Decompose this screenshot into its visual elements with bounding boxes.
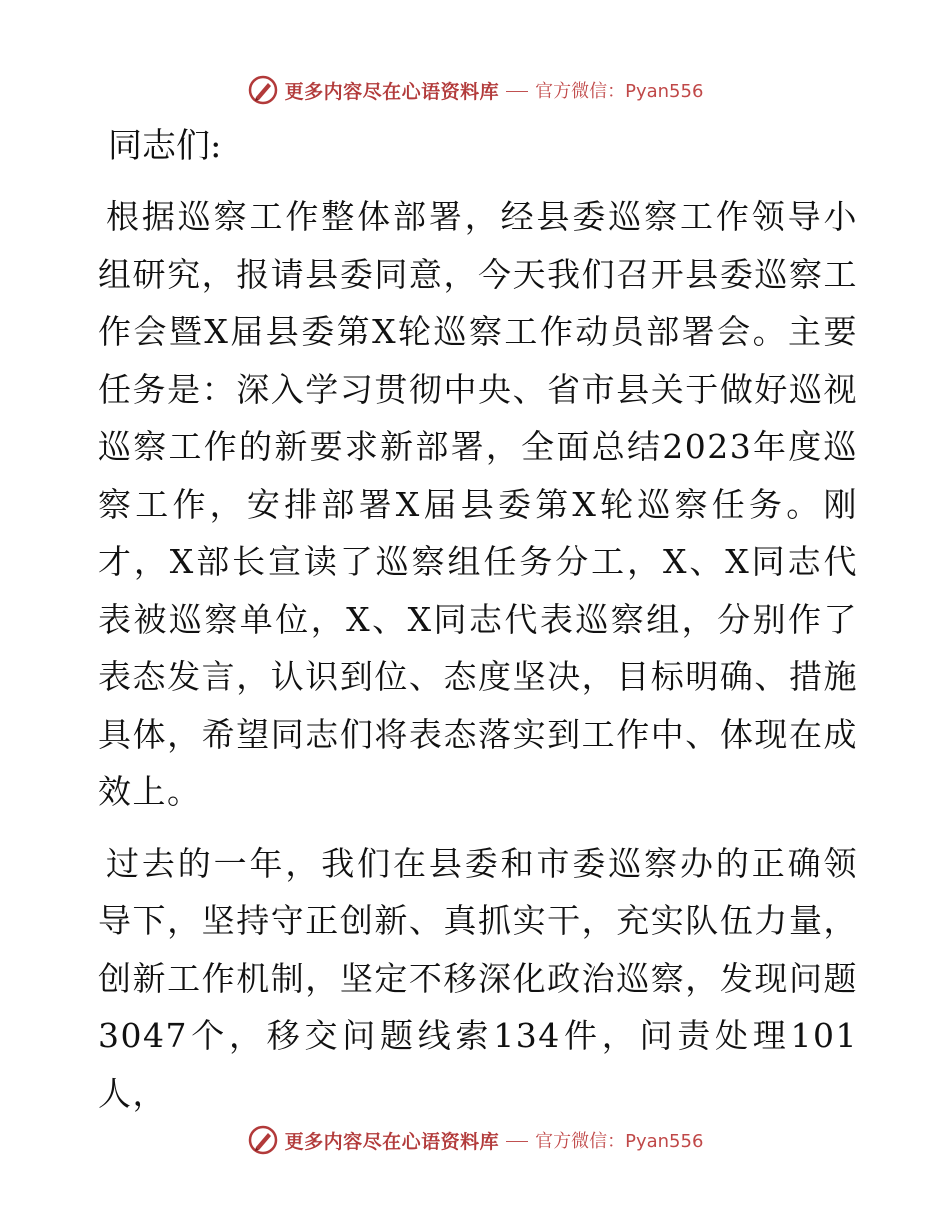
pen-logo-icon xyxy=(247,74,279,106)
banner-divider xyxy=(506,1141,528,1142)
footer-banner xyxy=(0,1120,950,1160)
paragraph-2: 过去的一年，我们在县委和市委巡察办的正确领导下，坚持守正创新、真抓实干，充实队伍力量，创新工作机制，坚定不移深化政治巡察，发现问题3047个，移交问题线索134件，问责处理101人， xyxy=(98,843,858,1113)
paragraph-1: 根据巡察工作整体部署，经县委巡察工作领导小组研究，报请县委同意，今天我们召开县委巡察工作会暨X届县委第X轮巡察工作动员部署会。主要任务是：深入学习贯彻中央、省市县关于做好巡视巡察工作的新要求新部署，全面总结2023年度巡察工作，安排部署X届县委第X轮巡察任务。刚才，X部长宣读了巡察组任务分工，X、X同志代表被巡察单位，X、X同志代表巡察组，分别作了表态发言，认识到位、态度坚决，目标明确、措施具体，希望同志们将表态落实到工作中、体现在成效上。 xyxy=(98,197,858,811)
banner-contact: 官方微信：Pyan556 xyxy=(535,81,704,102)
banner-divider xyxy=(506,91,528,92)
header-banner xyxy=(0,70,950,110)
document-body xyxy=(98,118,858,1136)
banner-title: 更多内容尽在心语资料库 xyxy=(284,1130,500,1153)
pen-logo-icon xyxy=(247,1124,279,1156)
banner-title: 更多内容尽在心语资料库 xyxy=(284,80,500,103)
salutation: 同志们: xyxy=(108,126,222,166)
banner-contact: 官方微信：Pyan556 xyxy=(535,1131,704,1152)
